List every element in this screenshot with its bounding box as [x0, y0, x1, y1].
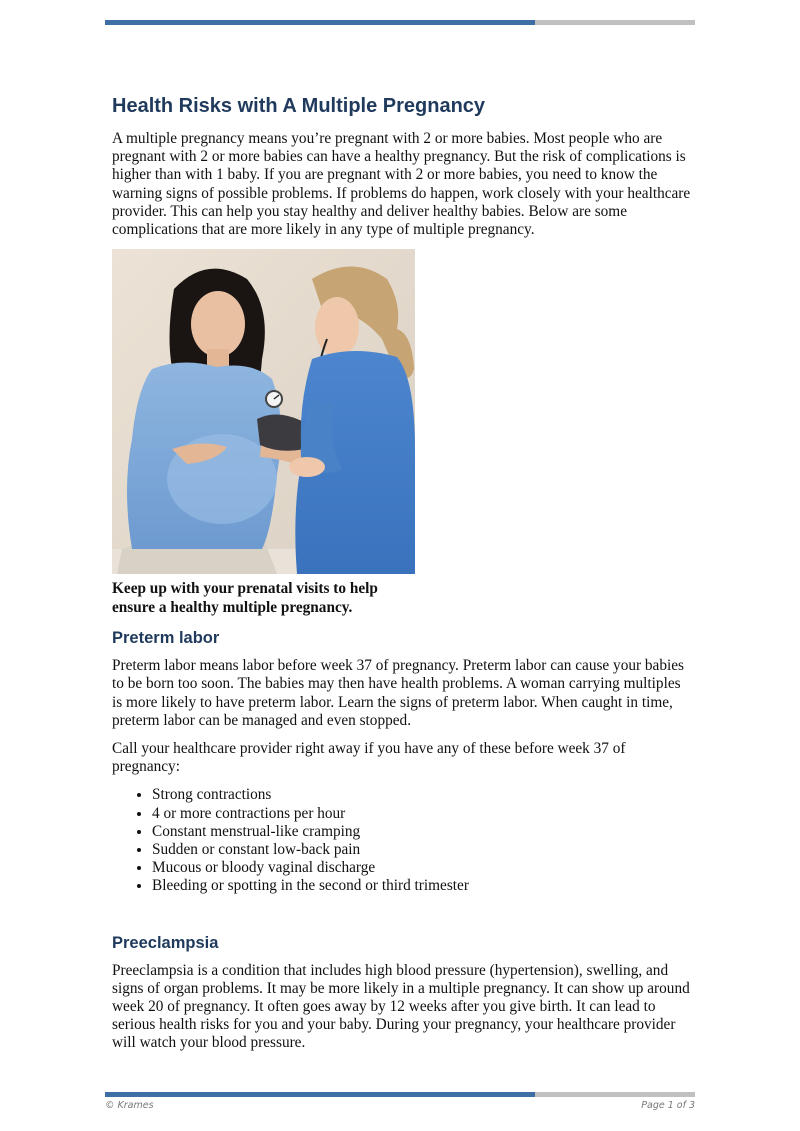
preterm-paragraph-2: Call your healthcare provider right away if you have any of these before week 37 of pregnancy: — [112, 740, 626, 776]
photo-prenatal-visit — [112, 249, 415, 574]
page-number: Page 1 of 3 — [641, 1100, 695, 1111]
list-item: • Constant menstrual-like cramping — [152, 823, 692, 841]
document-body — [112, 93, 692, 1063]
list-item: • 4 or more contractions per hour — [152, 805, 692, 823]
header-rule-accent — [105, 20, 535, 25]
copyright-text: © Krames — [105, 1100, 154, 1111]
footer-rule-accent — [105, 1092, 535, 1097]
list-item: • Strong contractions — [152, 786, 692, 804]
section-heading-preeclampsia: Preeclampsia — [112, 933, 219, 952]
photo-caption-line-2: ensure a healthy multiple pregnancy. — [112, 598, 353, 616]
footer-rule — [105, 1092, 695, 1097]
list-item: • Sudden or constant low-back pain — [152, 841, 692, 859]
intro-paragraph: A multiple pregnancy means you’re pregnant with 2 or more babies. Most people who are pregnant with 2 or more babies can have a healthy pregnancy. But the risk of complications is higher than with 1 baby. If you are pregnant with 2 or more babies, you need to know the warning signs of possible problems. If problems do happen, work closely with your healthcare provider. This can help you stay healthy and deliver healthy babies. Below are some complications that are more likely in any type of multiple pregnancy. — [112, 130, 691, 239]
page-title: Health Risks with A Multiple Pregnancy — [112, 95, 486, 117]
header-rule — [105, 20, 695, 25]
preterm-paragraph-1: Preterm labor means labor before week 37 of pregnancy. Preterm labor can cause your babies to be born too soon. The babies may then have health problems. A woman carrying multiples is more likely to have preterm labor. Learn the signs of preterm labor. When caught in time, preterm labor can be managed and even stopped. — [112, 657, 684, 729]
section-heading-preterm-labor: Preterm labor — [112, 629, 220, 648]
list-item: • Mucous or bloody vaginal discharge — [152, 859, 692, 877]
photo-caption — [112, 580, 692, 617]
preterm-warning-signs-list — [112, 786, 692, 895]
list-item: • Bleeding or spotting in the second or third trimester — [152, 877, 692, 895]
page-footer — [105, 1100, 695, 1111]
photo-caption-line-1: Keep up with your prenatal visits to help — [112, 580, 378, 598]
preeclampsia-paragraph-1: Preeclampsia is a condition that includes high blood pressure (hypertension), swelling, and signs of organ problems. It may be more likely in a multiple pregnancy. It can show up around week 20 of pregnancy. It often goes away by 12 weeks after you give birth. It can lead to serious health risks for you and your baby. During your pregnancy, your healthcare provider will watch your blood pressure. — [112, 961, 690, 1052]
